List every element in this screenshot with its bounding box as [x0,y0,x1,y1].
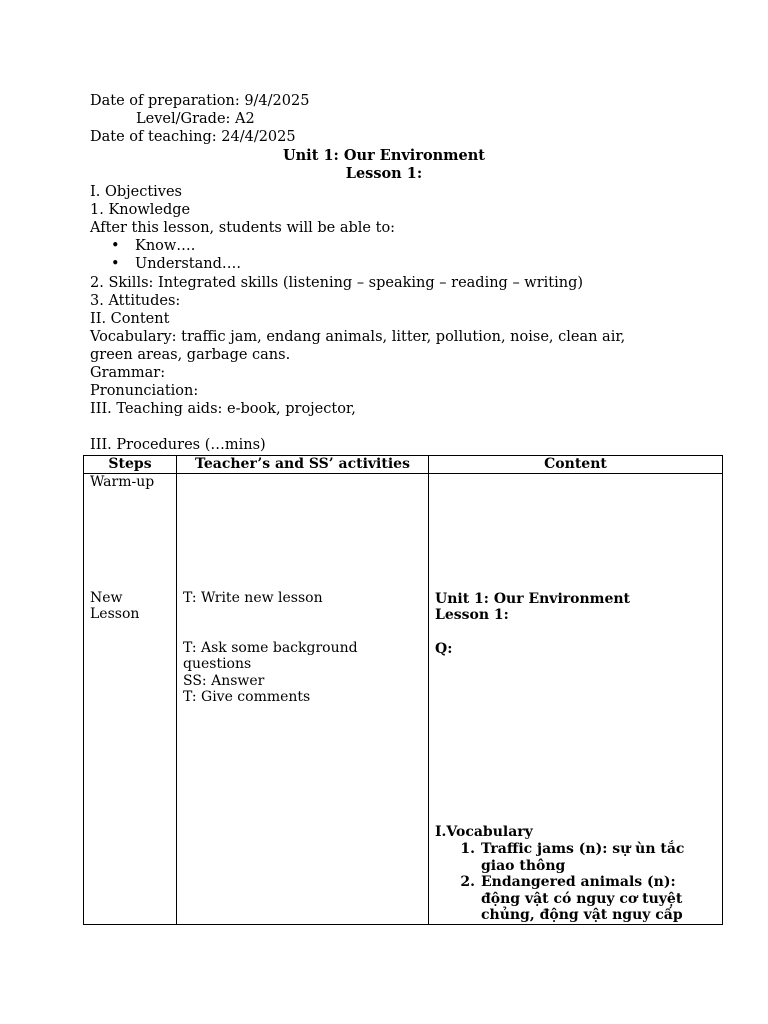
table-header-row [84,456,723,474]
step-new-lesson-2: Lesson [90,606,140,622]
list-number: 2. [460,874,475,890]
activities-cell [177,474,429,925]
unit-title: Unit 1: Our Environment [283,147,485,164]
content-question: Q: [435,641,453,657]
date-of-preparation: Date of preparation: 9/4/2025 [90,93,310,109]
objectives-heading: I. Objectives [90,184,182,200]
attitudes-line: 3. Attitudes: [90,293,181,309]
skills-line: 2. Skills: Integrated skills (listening – speaking – reading – writing) [90,275,584,291]
activity-ask-background-2: questions [183,656,252,672]
bullet-item: • Understand…. [111,256,241,272]
bullet-item: • Know…. [111,238,196,254]
content-unit-title: Unit 1: Our Environment [435,591,631,607]
pronunciation-line: Pronunciation: [90,383,199,399]
procedures-heading: III. Procedures (…mins) [90,437,266,453]
steps-header: Steps [84,456,177,474]
content-cell [429,474,723,925]
activity-ask-background-1: T: Ask some background [183,640,358,656]
lesson-title: Lesson 1: [345,165,423,182]
table-row [84,474,723,925]
content-heading: II. Content [90,311,170,327]
vocabulary-line-2: green areas, garbage cans. [90,347,291,363]
content-lesson-title: Lesson 1: [435,607,509,623]
list-number: 1. [460,841,475,857]
bullet-icon: • [111,238,120,254]
list-item: 2. Endangered animals (n): động vật có nguy cơ tuyệt chủng, động vật nguy cấp [481,874,721,924]
teaching-aids-line: III. Teaching aids: e-book, projector, [90,401,356,417]
step-warmup: Warm-up [90,474,155,490]
list-item: 1. Traffic jams (n): sự ùn tắc giao thông [481,841,721,874]
step-new-lesson-1: New [90,590,123,606]
grammar-line: Grammar: [90,365,166,381]
vocabulary-heading: I.Vocabulary [435,824,533,840]
vocabulary-line-1: Vocabulary: traffic jam, endang animals, litter, pollution, noise, clean air, [90,329,626,345]
activity-give-comments: T: Give comments [183,689,311,705]
objectives-intro: After this lesson, students will be able to: [90,220,396,236]
bullet-icon: • [111,256,120,272]
content-header: Content [429,456,723,474]
activities-header: Teacher’s and SS’ activities [177,456,429,474]
procedures-table [83,455,723,925]
activity-write-new-lesson: T: Write new lesson [183,590,323,606]
activity-ss-answer: SS: Answer [183,673,265,689]
knowledge-heading: 1. Knowledge [90,202,191,218]
date-of-teaching: Date of teaching: 24/4/2025 [90,129,296,145]
level-grade: Level/Grade: A2 [136,111,255,127]
steps-cell [84,474,177,925]
